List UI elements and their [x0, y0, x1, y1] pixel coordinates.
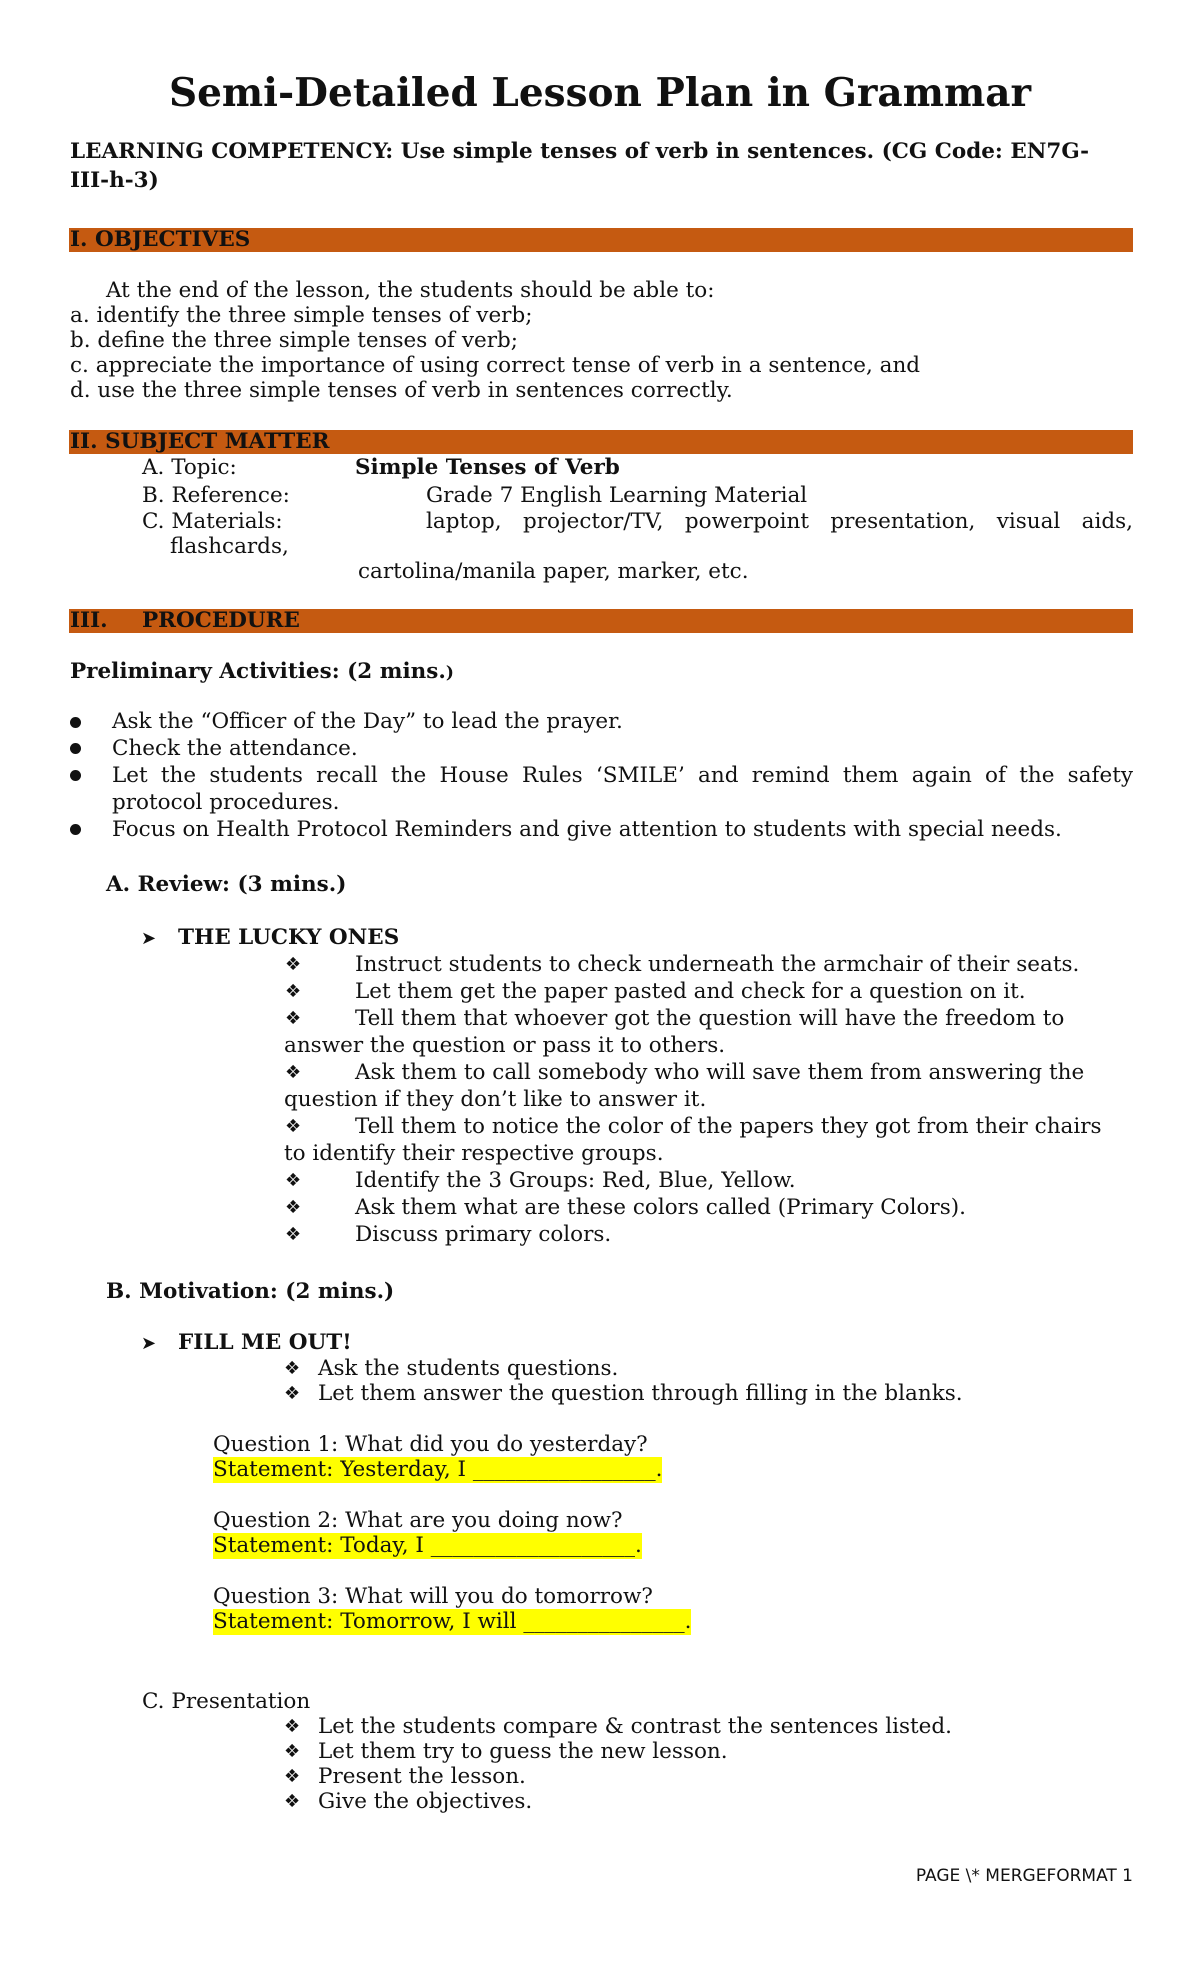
review-item-wrap: answer the question or pass it to others. — [284, 1033, 726, 1058]
materials-label: C. Materials: — [142, 509, 283, 534]
materials-line-2: cartolina/manila paper, marker, etc. — [358, 559, 749, 584]
question-3: Question 3: What will you do tomorrow? — [213, 1584, 653, 1609]
motivation-activity-title: FILL ME OUT! — [178, 1330, 352, 1355]
presentation-item: Give the objectives. — [318, 1789, 533, 1814]
materials-word: powerpoint — [684, 509, 810, 534]
four-diamond-bullet-icon: ❖ — [284, 1741, 301, 1762]
materials-value — [426, 509, 1133, 535]
materials-word: projector/TV, — [523, 509, 664, 534]
four-diamond-bullet-icon: ❖ — [284, 1766, 301, 1787]
arrowhead-bullet-icon: ➤ — [141, 928, 157, 949]
motivation-item: Ask the students questions. — [318, 1356, 619, 1381]
motivation-heading: B. Motivation: (2 mins.) — [106, 1279, 395, 1304]
materials-wrap: flashcards, — [170, 534, 289, 559]
topic-value: Simple Tenses of Verb — [355, 455, 620, 480]
four-diamond-bullet-icon: ❖ — [285, 1008, 302, 1029]
competency-line-2: III-h-3) — [70, 168, 159, 193]
round-bullet-icon — [70, 770, 81, 781]
review-item: Ask them what are these colors called (Primary Colors). — [355, 1195, 966, 1220]
preliminary-item-justified: Let the students recall the House Rules ‘SMILE’ and remind them again of the safety — [112, 763, 1133, 788]
review-item: Identify the 3 Groups: Red, Blue, Yellow. — [355, 1168, 796, 1193]
section-heading-objectives: I. OBJECTIVES — [70, 227, 251, 252]
question-2: Question 2: What are you doing now? — [213, 1508, 623, 1533]
review-item-wrap: to identify their respective groups. — [284, 1141, 664, 1166]
preliminary-item: Ask the “Officer of the Day” to lead the prayer. — [112, 709, 623, 734]
presentation-heading: C. Presentation — [142, 1689, 311, 1714]
preliminary-heading: Preliminary Activities: (2 mins.) — [70, 659, 454, 684]
statement-3: Statement: Tomorrow, I will _______________. — [213, 1609, 692, 1634]
round-bullet-icon — [70, 717, 81, 728]
materials-word: aids, — [1081, 509, 1133, 534]
review-heading: A. Review: (3 mins.) — [106, 872, 347, 897]
section-heading-procedure: PROCEDURE — [142, 608, 300, 633]
review-item-wrap: question if they don’t like to answer it. — [284, 1087, 707, 1112]
four-diamond-bullet-icon: ❖ — [285, 981, 302, 1002]
statement-1: Statement: Yesterday, I _________________. — [213, 1457, 663, 1482]
materials-word: laptop, — [426, 509, 502, 534]
four-diamond-bullet-icon: ❖ — [284, 1716, 301, 1737]
four-diamond-bullet-icon: ❖ — [285, 1062, 302, 1083]
four-diamond-bullet-icon: ❖ — [285, 1224, 302, 1245]
competency-line-1: LEARNING COMPETENCY: Use simple tenses of verb in sentences. (CG Code: EN7G- — [70, 139, 1090, 164]
reference-label: B. Reference: — [142, 483, 290, 508]
review-item: Instruct students to check underneath the armchair of their seats. — [355, 952, 1080, 977]
statement-2: Statement: Today, I ___________________. — [213, 1533, 642, 1558]
four-diamond-bullet-icon: ❖ — [284, 1358, 301, 1379]
objective-item-d: d. use the three simple tenses of verb in sentences correctly. — [70, 378, 733, 403]
review-activity-title: THE LUCKY ONES — [178, 925, 400, 950]
presentation-item: Present the lesson. — [318, 1764, 526, 1789]
preliminary-item-wrap: protocol procedures. — [112, 790, 340, 815]
preliminary-item: Check the attendance. — [112, 736, 358, 761]
presentation-item: Let them try to guess the new lesson. — [318, 1739, 728, 1764]
section-band-procedure — [69, 609, 1133, 633]
section-heading-subject-matter: II. SUBJECT MATTER — [70, 429, 330, 454]
objectives-intro: At the end of the lesson, the students should be able to: — [106, 278, 715, 303]
page-footer: PAGE \* MERGEFORMAT 1 — [915, 1866, 1133, 1886]
objective-item-c: c. appreciate the importance of using correct tense of verb in a sentence, and — [70, 353, 921, 378]
four-diamond-bullet-icon: ❖ — [285, 1116, 302, 1137]
review-item: Tell them that whoever got the question will have the freedom to — [355, 1006, 1065, 1031]
presentation-item: Let the students compare & contrast the sentences listed. — [318, 1714, 952, 1739]
round-bullet-icon — [70, 824, 81, 835]
reference-value: Grade 7 English Learning Material — [426, 483, 808, 508]
four-diamond-bullet-icon: ❖ — [285, 954, 302, 975]
objective-item-a: a. identify the three simple tenses of verb; — [70, 303, 533, 328]
motivation-item: Let them answer the question through filling in the blanks. — [318, 1381, 963, 1406]
materials-word: presentation, — [830, 509, 976, 534]
review-item: Discuss primary colors. — [355, 1222, 612, 1247]
topic-label: A. Topic: — [142, 455, 237, 480]
round-bullet-icon — [70, 743, 81, 754]
section-band-objectives — [69, 228, 1133, 252]
objective-item-b: b. define the three simple tenses of verb; — [70, 328, 518, 353]
arrowhead-bullet-icon: ➤ — [141, 1333, 157, 1354]
four-diamond-bullet-icon: ❖ — [284, 1791, 301, 1812]
section-band-subject-matter — [69, 430, 1133, 454]
four-diamond-bullet-icon: ❖ — [284, 1383, 301, 1404]
page-title: Semi-Detailed Lesson Plan in Grammar — [168, 70, 1032, 116]
review-item: Ask them to call somebody who will save them from answering the — [355, 1060, 1085, 1085]
section-number-procedure: III. — [70, 608, 108, 633]
materials-word: visual — [996, 509, 1061, 534]
four-diamond-bullet-icon: ❖ — [285, 1197, 302, 1218]
preliminary-item: Focus on Health Protocol Reminders and give attention to students with special needs. — [112, 817, 1062, 842]
review-item: Let them get the paper pasted and check for a question on it. — [355, 979, 1026, 1004]
question-1: Question 1: What did you do yesterday? — [213, 1432, 648, 1457]
four-diamond-bullet-icon: ❖ — [285, 1170, 302, 1191]
review-item: Tell them to notice the color of the papers they got from their chairs — [355, 1114, 1102, 1139]
